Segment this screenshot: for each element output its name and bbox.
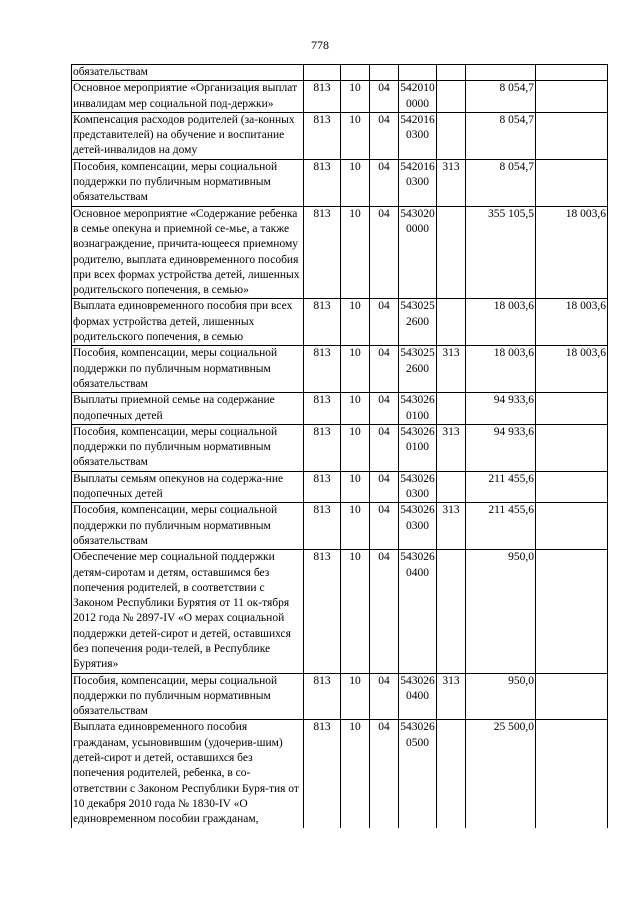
budget-table — [71, 64, 608, 828]
cell-name-text: Выплата единовременного пособия при всех формах устройства детей, лишенных родительского попечения, в семью — [73, 300, 293, 344]
cell-name — [72, 424, 304, 471]
cell-section-text: 10 — [349, 160, 361, 173]
cell-admin-code-text: 813 — [313, 551, 331, 564]
cell-section — [341, 112, 370, 159]
cell-section — [341, 299, 370, 346]
cell-name — [72, 81, 304, 113]
cell-amount-subvention — [536, 346, 608, 393]
cell-name-text: Выплаты семьям опекунов на содержа-ние подопечных детей — [73, 472, 284, 501]
cell-section-text: 10 — [349, 504, 361, 517]
cell-target-article-text: 542016 0300 — [400, 113, 435, 142]
cell-amount-subvention — [536, 65, 608, 81]
cell-expense-kind-text: 313 — [442, 425, 460, 438]
cell-subsection — [370, 299, 399, 346]
cell-amount-text: 25 500,0 — [493, 721, 534, 734]
cell-amount — [466, 81, 536, 113]
page-number: 778 — [311, 38, 329, 52]
cell-section — [341, 550, 370, 673]
table-row — [72, 393, 608, 425]
cell-expense-kind-text: 313 — [442, 160, 460, 173]
table-row — [72, 159, 608, 206]
cell-admin-code — [304, 550, 341, 673]
cell-amount — [466, 471, 536, 503]
cell-section-text: 10 — [349, 300, 361, 313]
cell-name — [72, 206, 304, 299]
cell-amount-subvention — [536, 393, 608, 425]
cell-admin-code — [304, 65, 341, 81]
cell-name — [72, 503, 304, 550]
cell-expense-kind — [437, 112, 466, 159]
cell-target-article-text: 543020 0000 — [400, 207, 435, 235]
cell-name — [72, 65, 304, 81]
cell-subsection-text: 04 — [378, 721, 390, 734]
cell-subsection-text: 04 — [378, 300, 390, 313]
cell-expense-kind — [437, 206, 466, 299]
cell-subsection-text: 04 — [378, 551, 390, 564]
cell-expense-kind — [437, 346, 466, 393]
cell-amount-text: 94 933,6 — [493, 425, 534, 438]
cell-name-text: Пособия, компенсации, меры социальной поддержки по публичным нормативным обязательствам — [73, 347, 278, 390]
cell-target-article-text: 542016 0300 — [400, 160, 435, 189]
cell-expense-kind — [437, 673, 466, 720]
cell-subsection — [370, 503, 399, 550]
cell-section — [341, 673, 370, 720]
cell-target-article — [399, 346, 437, 393]
cell-section-text: 10 — [349, 207, 361, 220]
cell-target-article-text: 542010 0000 — [400, 82, 435, 110]
cell-expense-kind — [437, 720, 466, 828]
cell-name-text: Пособия, компенсации, меры социальной поддержки по публичным нормативным обязательствам — [73, 674, 278, 718]
table-row — [72, 206, 608, 299]
cell-amount-text: 94 933,6 — [493, 394, 534, 407]
cell-subsection — [370, 424, 399, 471]
cell-target-article-text: 543026 0300 — [400, 472, 435, 501]
cell-name — [72, 299, 304, 346]
cell-subsection — [370, 673, 399, 720]
cell-amount — [466, 393, 536, 425]
cell-admin-code — [304, 159, 341, 206]
cell-amount — [466, 424, 536, 471]
cell-amount — [466, 159, 536, 206]
cell-name-text: Выплата единовременного пособия гражданам, усыновившим (удочерив-шим) детей-сирот и детей, оставшихся без попечения родителей, ребенка, в со-ответствии с Законом Республики Буря-тия от 10 декабря 2010 года № 1830-IV «О единовременном пособии гражданам, — [73, 721, 299, 826]
cell-admin-code — [304, 424, 341, 471]
cell-expense-kind — [437, 299, 466, 346]
cell-admin-code-text: 813 — [313, 300, 331, 313]
cell-name-text: Выплаты приемной семье на содержание подопечных детей — [73, 394, 275, 422]
cell-amount-subvention — [536, 503, 608, 550]
cell-subsection — [370, 112, 399, 159]
cell-target-article-text: 543026 0300 — [400, 504, 435, 532]
cell-admin-code-text: 813 — [313, 207, 331, 220]
cell-admin-code-text: 813 — [313, 394, 331, 407]
cell-name — [72, 159, 304, 206]
cell-section — [341, 503, 370, 550]
cell-name — [72, 112, 304, 159]
cell-admin-code — [304, 673, 341, 720]
cell-section-text: 10 — [349, 472, 361, 485]
cell-section — [341, 471, 370, 503]
cell-admin-code-text: 813 — [313, 674, 331, 687]
cell-amount — [466, 673, 536, 720]
cell-expense-kind — [437, 550, 466, 673]
cell-admin-code-text: 813 — [313, 82, 331, 95]
cell-section-text: 10 — [349, 425, 361, 438]
cell-expense-kind — [437, 471, 466, 503]
cell-name-text: Основное мероприятие «Содержание ребенка в семье опекуна и приемной се-мье, а также вознаграждение, причита-ющееся приемному родителю, выплата единовременного пособия при всех формах устройства детей, лишенных родительского попечения, в семью» — [73, 207, 300, 297]
cell-subsection-text: 04 — [378, 347, 390, 360]
cell-target-article — [399, 112, 437, 159]
cell-subsection-text: 04 — [378, 472, 390, 485]
cell-subsection — [370, 206, 399, 299]
cell-name — [72, 720, 304, 828]
cell-name-text: Пособия, компенсации, меры социальной поддержки по публичным нормативным обязательствам — [73, 160, 278, 204]
cell-amount-subvention — [536, 299, 608, 346]
table-row — [72, 471, 608, 503]
cell-amount-subvention — [536, 424, 608, 471]
cell-amount-text: 18 003,6 — [493, 347, 534, 360]
cell-name — [72, 393, 304, 425]
cell-name-text: Обеспечение мер социальной поддержки детям-сиротам и детям, оставшимся без попечения родителей, в соответствии с Законом Республики Бурятия от 11 ок-тября 2012 года № 2897-IV «О мерах социальной поддержки детей-сирот и детей, оставшихся без попечения роди-телей, в Республике Бурятия» — [73, 551, 291, 671]
cell-name-text: Основное мероприятие «Организация выплат инвалидам мер социальной под-держки» — [73, 82, 298, 110]
cell-name-text: Пособия, компенсации, меры социальной поддержки по публичным нормативным обязательствам — [73, 504, 278, 547]
cell-expense-kind-text: 313 — [442, 674, 460, 687]
cell-amount-subvention-text: 18 003,6 — [565, 300, 606, 313]
cell-section-text: 10 — [349, 347, 361, 360]
cell-target-article — [399, 471, 437, 503]
cell-expense-kind — [437, 81, 466, 113]
cell-amount-text: 18 003,6 — [493, 300, 534, 313]
cell-section — [341, 720, 370, 828]
cell-subsection — [370, 550, 399, 673]
cell-amount — [466, 720, 536, 828]
cell-amount-subvention — [536, 550, 608, 673]
cell-subsection — [370, 471, 399, 503]
cell-amount-text: 211 455,6 — [488, 472, 534, 485]
table-row — [72, 673, 608, 720]
table-row — [72, 550, 608, 673]
cell-section-text: 10 — [349, 674, 361, 687]
cell-amount-subvention — [536, 471, 608, 503]
table-row — [72, 65, 608, 81]
cell-section-text: 10 — [349, 113, 361, 126]
cell-section — [341, 424, 370, 471]
cell-target-article — [399, 393, 437, 425]
cell-expense-kind — [437, 424, 466, 471]
cell-subsection-text: 04 — [378, 113, 390, 126]
cell-name — [72, 550, 304, 673]
table-row — [72, 503, 608, 550]
cell-admin-code — [304, 346, 341, 393]
cell-amount — [466, 550, 536, 673]
cell-amount — [466, 112, 536, 159]
cell-admin-code — [304, 471, 341, 503]
cell-target-article-text: 543026 0400 — [400, 551, 435, 579]
cell-section — [341, 346, 370, 393]
cell-admin-code-text: 813 — [313, 347, 331, 360]
cell-target-article — [399, 81, 437, 113]
cell-admin-code-text: 813 — [313, 160, 331, 173]
cell-admin-code-text: 813 — [313, 504, 331, 517]
cell-admin-code — [304, 393, 341, 425]
table-body — [72, 65, 608, 828]
cell-amount-subvention-text: 18 003,6 — [565, 347, 606, 360]
table-row — [72, 112, 608, 159]
cell-section-text: 10 — [349, 551, 361, 564]
cell-name — [72, 673, 304, 720]
cell-subsection — [370, 159, 399, 206]
cell-amount — [466, 65, 536, 81]
table-row — [72, 346, 608, 393]
cell-amount-text: 950,0 — [508, 674, 534, 687]
cell-section — [341, 393, 370, 425]
cell-target-article — [399, 206, 437, 299]
table-row — [72, 81, 608, 113]
cell-target-article-text: 543026 0500 — [400, 721, 435, 749]
cell-target-article-text: 543026 0100 — [400, 425, 435, 454]
cell-name-text: Пособия, компенсации, меры социальной поддержки по публичным нормативным обязательствам — [73, 425, 278, 469]
cell-target-article — [399, 550, 437, 673]
cell-amount — [466, 346, 536, 393]
cell-amount-subvention — [536, 112, 608, 159]
cell-admin-code-text: 813 — [313, 472, 331, 485]
cell-section — [341, 81, 370, 113]
cell-amount — [466, 206, 536, 299]
cell-target-article — [399, 673, 437, 720]
table-row — [72, 424, 608, 471]
cell-admin-code — [304, 206, 341, 299]
cell-subsection — [370, 346, 399, 393]
cell-target-article-text: 543025 2600 — [400, 300, 435, 328]
cell-amount-subvention — [536, 159, 608, 206]
cell-target-article — [399, 65, 437, 81]
cell-target-article — [399, 299, 437, 346]
cell-section — [341, 206, 370, 299]
table-row — [72, 720, 608, 828]
cell-target-article-text: 543026 0400 — [400, 674, 435, 702]
cell-subsection-text: 04 — [378, 504, 390, 517]
cell-subsection — [370, 393, 399, 425]
cell-target-article — [399, 424, 437, 471]
cell-expense-kind — [437, 159, 466, 206]
cell-subsection-text: 04 — [378, 82, 390, 95]
cell-subsection-text: 04 — [378, 425, 390, 438]
cell-section-text: 10 — [349, 721, 361, 734]
cell-amount — [466, 299, 536, 346]
cell-section-text: 10 — [349, 394, 361, 407]
cell-amount-text: 8 054,7 — [499, 160, 534, 173]
table-row — [72, 299, 608, 346]
cell-target-article — [399, 720, 437, 828]
cell-admin-code-text: 813 — [313, 113, 331, 126]
cell-amount-text: 211 455,6 — [488, 504, 534, 517]
cell-target-article — [399, 159, 437, 206]
cell-amount-subvention-text: 18 003,6 — [565, 207, 606, 220]
cell-section — [341, 65, 370, 81]
cell-amount-subvention — [536, 81, 608, 113]
cell-amount-subvention — [536, 720, 608, 828]
cell-admin-code — [304, 81, 341, 113]
cell-name-text: Компенсация расходов родителей (за-конных представителей) на обучение и воспитание детей-инвалидов на дому — [73, 113, 295, 157]
cell-subsection — [370, 65, 399, 81]
cell-subsection — [370, 81, 399, 113]
cell-amount-text: 950,0 — [508, 551, 534, 564]
cell-expense-kind-text: 313 — [442, 504, 460, 517]
cell-expense-kind — [437, 503, 466, 550]
cell-target-article-text: 543025 2600 — [400, 347, 435, 375]
cell-subsection-text: 04 — [378, 674, 390, 687]
cell-subsection — [370, 720, 399, 828]
cell-section-text: 10 — [349, 82, 361, 95]
cell-section — [341, 159, 370, 206]
cell-admin-code — [304, 503, 341, 550]
cell-admin-code — [304, 112, 341, 159]
cell-subsection-text: 04 — [378, 160, 390, 173]
cell-amount-text: 8 054,7 — [499, 82, 534, 95]
cell-name — [72, 346, 304, 393]
cell-name-text: обязательствам — [73, 66, 148, 78]
cell-admin-code-text: 813 — [313, 721, 331, 734]
cell-amount-subvention — [536, 206, 608, 299]
cell-admin-code — [304, 299, 341, 346]
cell-expense-kind — [437, 65, 466, 81]
cell-name — [72, 471, 304, 503]
cell-expense-kind — [437, 393, 466, 425]
cell-amount — [466, 503, 536, 550]
cell-admin-code-text: 813 — [313, 425, 331, 438]
cell-target-article-text: 543026 0100 — [400, 394, 435, 422]
cell-subsection-text: 04 — [378, 394, 390, 407]
cell-amount-text: 8 054,7 — [499, 113, 534, 126]
cell-target-article — [399, 503, 437, 550]
cell-admin-code — [304, 720, 341, 828]
cell-subsection-text: 04 — [378, 207, 390, 220]
cell-amount-text: 355 105,5 — [488, 207, 534, 220]
cell-expense-kind-text: 313 — [442, 347, 460, 360]
cell-amount-subvention — [536, 673, 608, 720]
